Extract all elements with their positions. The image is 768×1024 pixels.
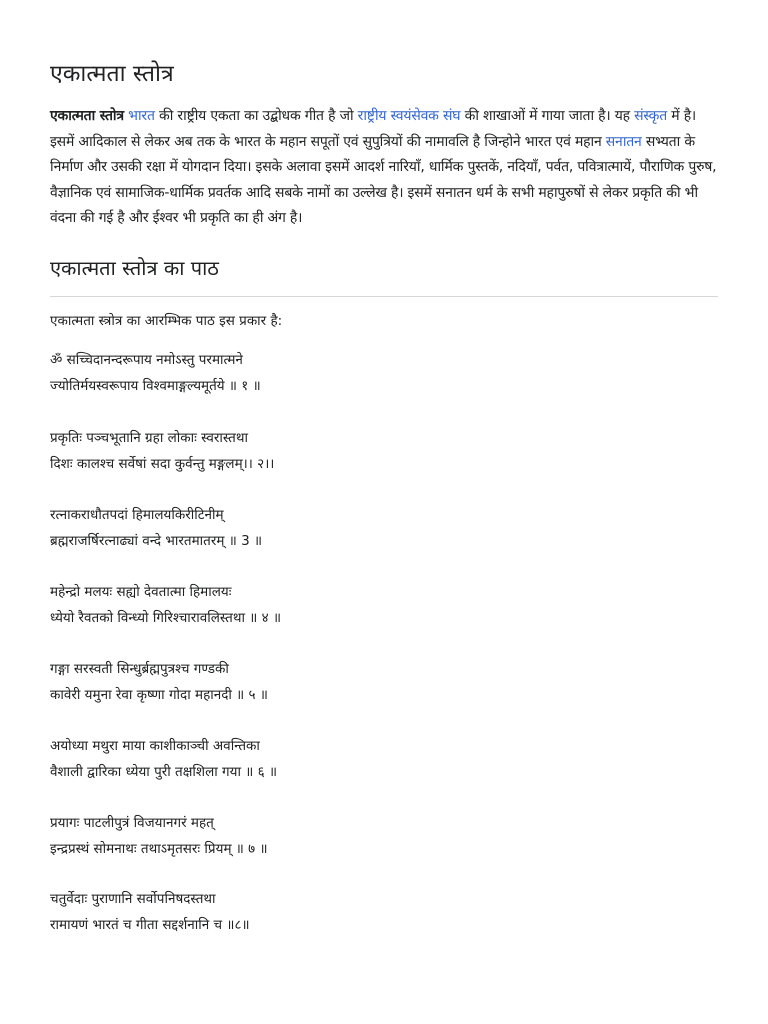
- verse-8: [50, 886, 250, 938]
- verse-line: वैशाली द्वारिका ध्येया पुरी तक्षशिला गया ॥ ६ ॥: [50, 764, 278, 780]
- section-lead: एकात्मता स्त्रोत्र का आरम्भिक पाठ इस प्रकार है:: [50, 313, 283, 329]
- verse-line: इन्द्रप्रस्थं सोमनाथः तथाऽमृतसरः प्रियम् ॥ ७ ॥: [50, 841, 268, 857]
- section-divider: [50, 296, 718, 297]
- verse-line: महेन्द्रो मलयः सह्यो देवतात्मा हिमालयः: [50, 584, 232, 600]
- verse-line: गङ्गा सरस्वती सिन्धुर्ब्रह्मपुत्रश्च गण्डकी: [50, 661, 229, 677]
- verse-line: ध्येयो रैवतको विन्ध्यो गिरिश्चारावलिस्तथा ॥ ४ ॥: [50, 610, 282, 626]
- verse-4: [50, 579, 281, 631]
- verse-line: दिशः कालश्च सर्वेषां सदा कुर्वन्तु मङ्गलम्।। २।।: [50, 456, 275, 472]
- verse-line: रत्नाकराधौतपदां हिमालयकिरीटिनीम्: [50, 507, 224, 523]
- verse-line: ॐ सच्चिदानन्दरूपाय नमोऽस्तु परमात्मने: [50, 352, 243, 368]
- page-title: एकात्मता स्तोत्र: [50, 61, 174, 87]
- bold-term: एकात्मता स्तोत्र: [50, 108, 124, 124]
- link-sanatan[interactable]: सनातन: [605, 133, 642, 150]
- intro-paragraph: [50, 104, 720, 232]
- link-bharat[interactable]: भारत: [128, 108, 155, 124]
- intro-text-2: की शाखाओं में गाया जाता है। यह: [460, 108, 635, 124]
- verse-7: [50, 810, 268, 862]
- verse-line: ज्योतिर्मयस्वरूपाय विश्वमाङ्गल्यमूर्तये ॥ १ ॥: [50, 378, 261, 394]
- verse-line: प्रकृतिः पञ्चभूतानि ग्रहा लोकाः स्वरास्तथा: [50, 430, 248, 446]
- verse-line: चतुर्वेदाः पुराणानि सर्वोपनिषदस्तथा: [50, 891, 216, 907]
- verse-1: [50, 347, 261, 399]
- intro-text-1: की राष्ट्रीय एकता का उद्बोधक गीत है जो: [154, 108, 358, 124]
- intro-text-3: में है। इसमें आदिकाल से लेकर अब तक के भारत के महान सपूतों एवं सुपुत्रियों की नामावलि है जिन्होने भारत एवं महान: [50, 108, 697, 150]
- intro-text-4: सभ्यता के निर्माण और उसकी रक्षा में योगदान दिया। इसके अलावा इसमें आदर्श नारियाँ, धार्मिक पुस्तकें, नदियाँ, पर्वत, पवित्रात्मायें, पौराणिक पुरुष, वैज्ञानिक एवं सामाजिक-धार्मिक प्रवर्तक आदि सबके नामों का उल्लेख है। इसमें सनातन धर्म के सभी महापुरुषों से लेकर प्रकृति की भी वंदना की गई है और ईश्वर भी प्रकृति का ही अंग है।: [50, 133, 717, 226]
- verse-line: रामायणं भारतं च गीता सद्दर्शनानि च ॥८॥: [50, 917, 250, 933]
- verse-5: [50, 656, 268, 708]
- link-rss[interactable]: राष्ट्रीय स्वयंसेवक संघ: [357, 108, 461, 124]
- verse-2: [50, 425, 274, 477]
- verse-line: अयोध्या मथुरा माया काशीकाञ्ची अवन्तिका: [50, 738, 260, 754]
- section-heading: एकात्मता स्तोत्र का पाठ: [50, 256, 219, 280]
- verse-line: ब्रह्मराजर्षिरत्नाढ्यां वन्दे भारतमातरम् ॥ 3 ॥: [50, 533, 263, 549]
- verse-6: [50, 733, 277, 785]
- verse-line: कावेरी यमुना रेवा कृष्णा गोदा महानदी ॥ ५ ॥: [50, 687, 268, 703]
- verse-3: [50, 502, 262, 554]
- verse-line: प्रयागः पाटलीपुत्रं विजयानगरं महत्: [50, 815, 214, 831]
- link-sanskrit[interactable]: संस्कृत: [634, 108, 668, 124]
